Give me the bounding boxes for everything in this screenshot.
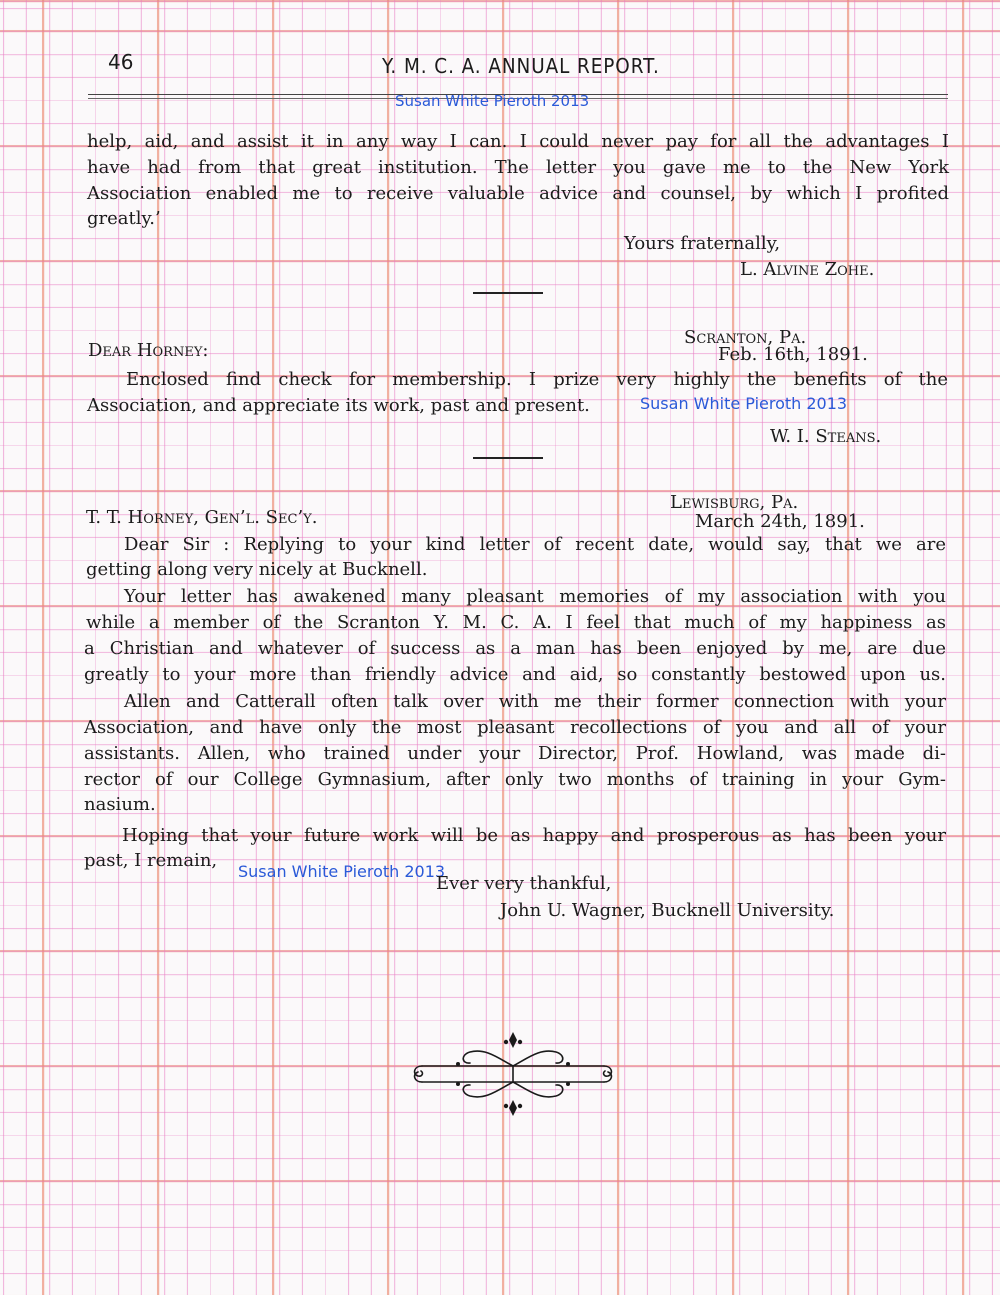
- letter3-line: Dear Sir : Replying to your kind letter of recent date, would say, that we are: [124, 534, 946, 555]
- letter3-signature: John U. Wagner, Bucknell University.: [500, 900, 835, 921]
- letter3-line: past, I remain,: [84, 850, 218, 871]
- letter3-addressee-text: T. T. Horney, Gen’l. Sec’y.: [86, 507, 318, 528]
- letter2-salutation: Dear Horney:: [88, 340, 209, 361]
- letter-separator: [473, 292, 543, 294]
- watermark: Susan White Pieroth 2013: [395, 92, 590, 110]
- letter2-line: Association, and appreciate its work, past and present.: [87, 395, 590, 416]
- letter2-date: Feb. 16th, 1891.: [718, 344, 868, 365]
- letter3-line: greatly to your more than friendly advice and aid, so constantly bestowed upon us.: [84, 664, 946, 685]
- letter3-line: rector of our College Gymnasium, after only two months of training in your Gym-: [84, 769, 946, 790]
- letter1-line: greatly.’: [87, 208, 161, 229]
- ornament-icon: [408, 1028, 618, 1120]
- letter3-line: Your letter has awakened many pleasant memories of my association with you: [124, 586, 946, 607]
- running-head: Y. M. C. A. ANNUAL REPORT.: [382, 54, 660, 78]
- letter3-line: assistants. Allen, who trained under your Director, Prof. Howland, was made di-: [84, 743, 946, 764]
- letter3-addressee: [86, 505, 317, 531]
- letter3-line: Association, and have only the most pleasant recollections of you and all of your: [84, 717, 946, 738]
- watermark: Susan White Pieroth 2013: [238, 862, 446, 881]
- letter3-line: Hoping that your future work will be as happy and prosperous as has been your: [122, 825, 946, 846]
- letter3-date: March 24th, 1891.: [695, 511, 865, 532]
- letter3-line: nasium.: [84, 794, 156, 815]
- letter1-closing: Yours fraternally,: [624, 233, 781, 254]
- letter3-line: a Christian and whatever of success as a man has been enjoyed by me, are due: [84, 638, 946, 659]
- letter-separator: [473, 457, 543, 459]
- letter1-signature: L. Alvine Zohe.: [740, 259, 875, 280]
- letter2-signature: W. I. Steans.: [770, 426, 882, 447]
- letter1-line: have had from that great institution. The letter you gave me to the New York: [87, 157, 949, 178]
- page-number: 46: [108, 50, 134, 74]
- letter3-closing: Ever very thankful,: [436, 873, 612, 894]
- letter3-place: Lewisburg, Pa.: [670, 492, 799, 513]
- letter1-line: Association enabled me to receive valuable advice and counsel, by which I profited: [87, 183, 949, 204]
- letter3-line: while a member of the Scranton Y. M. C. A. I feel that much of my happiness as: [86, 612, 946, 633]
- letter2-line: Enclosed find check for membership. I prize very highly the benefits of the: [126, 369, 948, 390]
- letter3-line: getting along very nicely at Bucknell.: [86, 559, 428, 580]
- letter1-line: help, aid, and assist it in any way I can. I could never pay for all the advantages I: [87, 131, 949, 152]
- letter3-line: Allen and Catterall often talk over with me their former connection with your: [124, 691, 946, 712]
- watermark: Susan White Pieroth 2013: [640, 394, 848, 413]
- letter2-place: Scranton, Pa.: [684, 327, 807, 348]
